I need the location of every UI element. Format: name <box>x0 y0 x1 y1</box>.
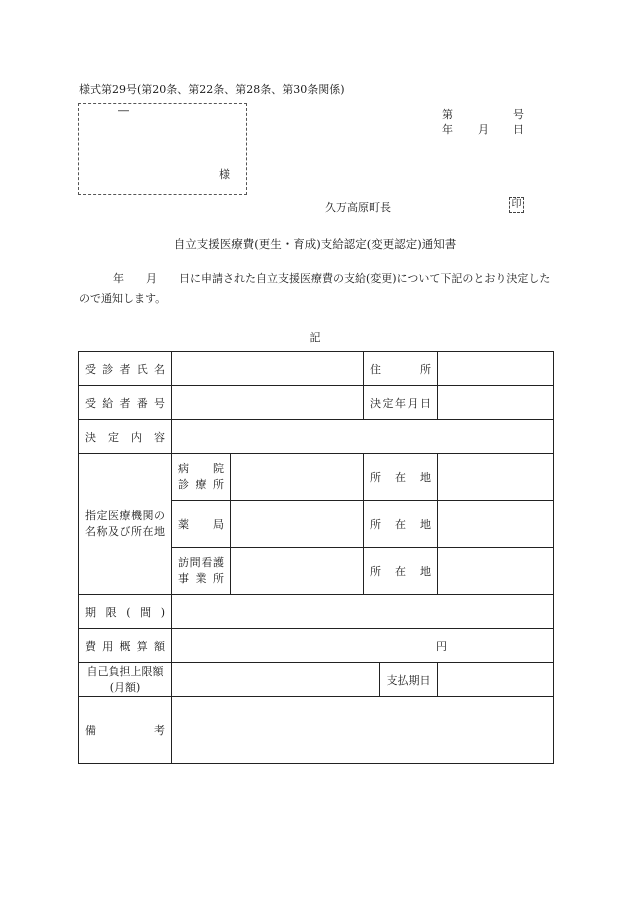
nursing-name-value <box>231 548 364 595</box>
nursing-location-label: 所在地 <box>364 548 438 595</box>
decision-date-value <box>438 386 554 420</box>
body-paragraph <box>79 269 551 309</box>
ki-heading: 記 <box>309 331 321 344</box>
date-month: 月 <box>478 123 489 136</box>
copay-limit-label-line1: 自己負担上限額 <box>86 664 164 678</box>
seal-mark: 印 <box>509 197 524 213</box>
copay-limit-label <box>79 663 172 697</box>
nursing-location-value <box>438 548 554 595</box>
pharmacy-label: 薬局 <box>172 501 231 548</box>
decision-content-value <box>172 420 554 454</box>
decision-table <box>78 351 554 764</box>
hospital-name-value <box>231 454 364 501</box>
body-month: 月 <box>146 272 157 285</box>
recipient-number-label: 受給者番号 <box>79 386 172 420</box>
body-year: 年 <box>113 272 124 285</box>
remarks-label: 備考 <box>79 697 172 764</box>
institution-label-line2: 名称及び所在地 <box>85 525 165 538</box>
hospital-location-label: 所在地 <box>364 454 438 501</box>
institution-label-line1: 指定医療機関の <box>85 509 165 522</box>
copay-limit-label-line2: (月額) <box>109 680 141 694</box>
recipient-name-label: 受診者氏名 <box>79 352 172 386</box>
decision-date-label: 決定年月日 <box>364 386 438 420</box>
hospital-label <box>172 454 231 501</box>
cost-estimate-label: 費用概算額 <box>79 629 172 663</box>
form-number-label: 様式第29号(第20条、第22条、第28条、第30条関係) <box>79 83 345 96</box>
document-number-suffix: 号 <box>513 108 524 121</box>
period-value <box>172 595 554 629</box>
cost-estimate-value <box>172 629 554 663</box>
payment-date-label: 支払期日 <box>380 663 438 697</box>
decision-content-label: 決定内容 <box>79 420 172 454</box>
cost-unit: 円 <box>436 639 448 653</box>
postal-code-dash: ― <box>118 104 129 117</box>
date-year: 年 <box>442 123 453 136</box>
hospital-label-line1: 病院 <box>178 462 224 475</box>
document-number-prefix: 第 <box>442 108 453 121</box>
nursing-label-line1: 訪問看護 <box>178 556 224 569</box>
address-label: 住所 <box>364 352 438 386</box>
hospital-location-value <box>438 454 554 501</box>
pharmacy-location-label: 所在地 <box>364 501 438 548</box>
document-title: 自立支援医療費(更生・育成)支給認定(変更認定)通知書 <box>173 237 457 251</box>
payment-date-value <box>438 663 554 697</box>
body-text: 日に申請された自立支援医療費の支給(変更)について下記のとおり決定したので通知します。 <box>79 272 551 305</box>
issuer-name: 久万高原町長 <box>325 201 391 214</box>
address-value <box>438 352 554 386</box>
nursing-label <box>172 548 231 595</box>
hospital-label-line2: 診療所 <box>178 478 224 491</box>
period-label: 期限(間) <box>79 595 172 629</box>
recipient-number-value <box>172 386 364 420</box>
honorific-sama: 様 <box>219 168 230 181</box>
nursing-label-line2: 事業所 <box>178 572 224 585</box>
institution-label <box>79 454 172 595</box>
date-day: 日 <box>513 123 524 136</box>
remarks-value <box>172 697 554 764</box>
pharmacy-location-value <box>438 501 554 548</box>
copay-limit-value <box>172 663 380 697</box>
pharmacy-name-value <box>231 501 364 548</box>
recipient-name-value <box>172 352 364 386</box>
